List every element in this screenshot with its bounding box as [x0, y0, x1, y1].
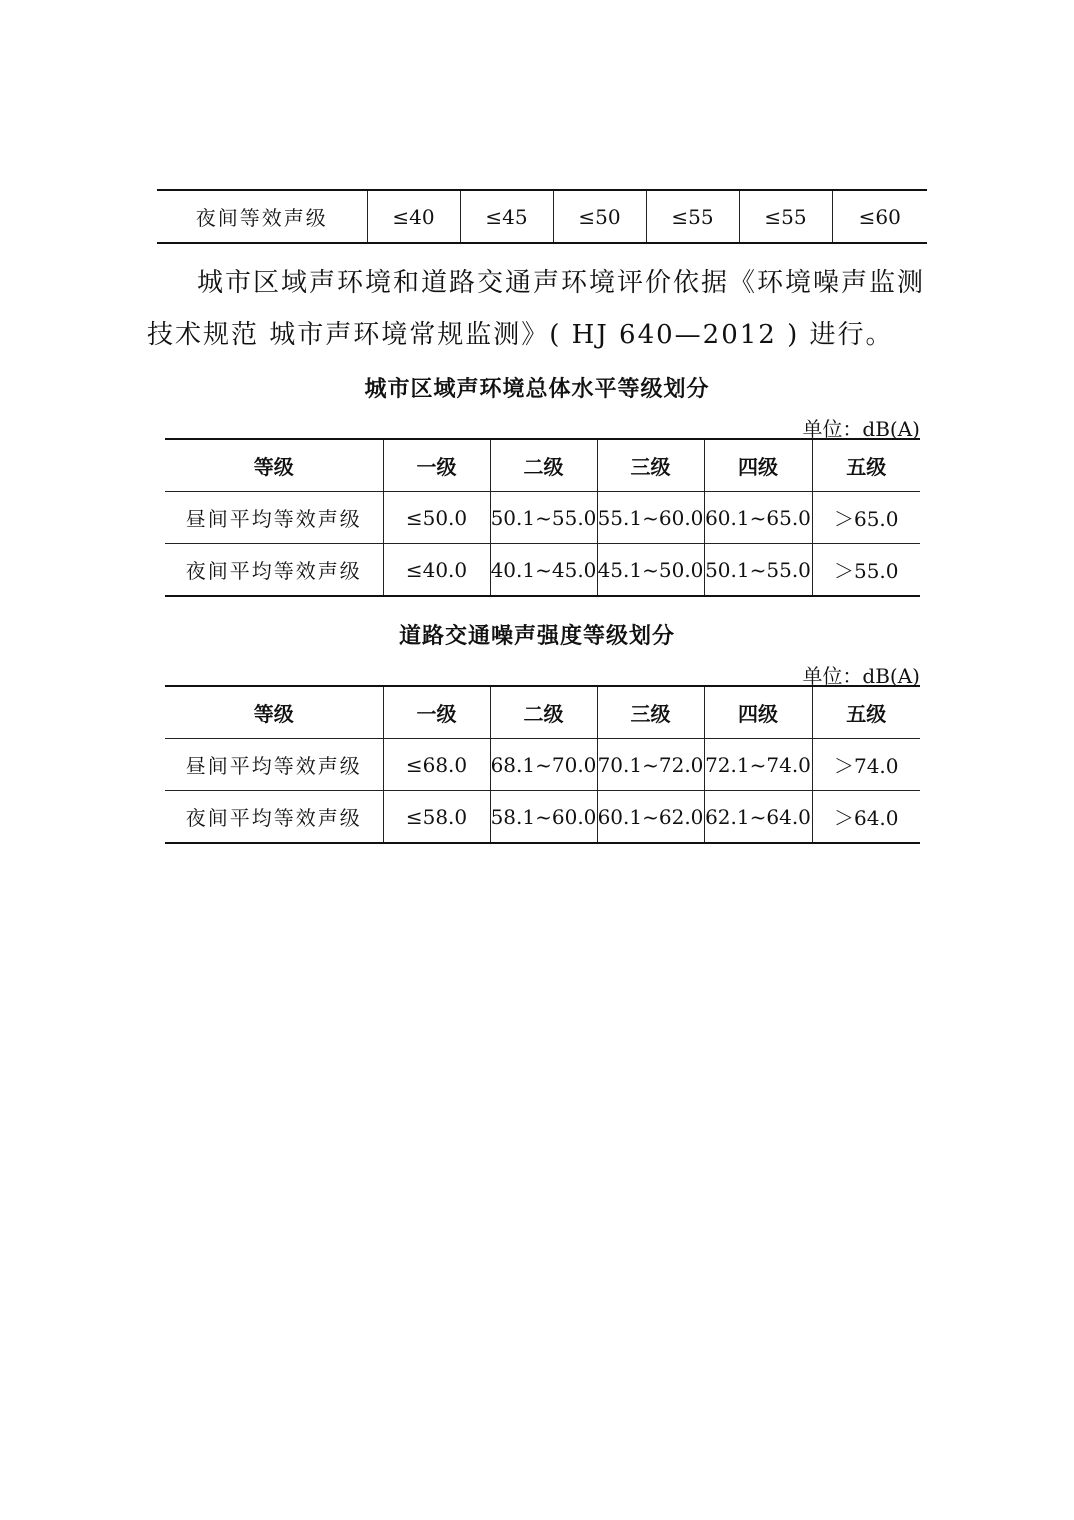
column-header: 等级 — [253, 455, 294, 479]
row-label: 夜间平均等效声级 — [165, 791, 383, 844]
table-cell: 70.1~72.0 — [597, 739, 704, 791]
table-cell: ≤50.0 — [383, 492, 490, 544]
table1-title: 城市区域声环境总体水平等级划分 — [364, 376, 710, 402]
table-cell: ＞65.0 — [812, 492, 920, 544]
column-header: 五级 — [812, 686, 920, 739]
column-header: 二级 — [490, 439, 597, 492]
table-cell: ＞74.0 — [812, 739, 920, 791]
table-cell: ≤50 — [553, 190, 646, 243]
table-cell: 40.1~45.0 — [490, 544, 597, 597]
column-header: 四级 — [704, 439, 812, 492]
table-cell: ≤60 — [832, 190, 927, 243]
road-traffic-noise-grade-table — [165, 685, 920, 844]
table-cell: 60.1~62.0 — [597, 791, 704, 844]
table-cell: ≤55 — [646, 190, 739, 243]
column-header: 三级 — [597, 686, 704, 739]
table-cell: 50.1~55.0 — [704, 544, 812, 597]
table-row — [165, 739, 920, 791]
table-cell: 62.1~64.0 — [704, 791, 812, 844]
table-cell: 55.1~60.0 — [597, 492, 704, 544]
table-header-row — [165, 686, 920, 739]
row-label: 昼间平均等效声级 — [165, 492, 383, 544]
table-cell: 58.1~60.0 — [490, 791, 597, 844]
column-header: 二级 — [490, 686, 597, 739]
table-cell: 60.1~65.0 — [704, 492, 812, 544]
row-label: 夜间等效声级 — [195, 206, 328, 230]
table-cell: 72.1~74.0 — [704, 739, 812, 791]
table-cell: 50.1~55.0 — [490, 492, 597, 544]
table-row — [165, 791, 920, 844]
urban-area-noise-grade-table — [165, 438, 920, 597]
row-label: 昼间平均等效声级 — [165, 739, 383, 791]
column-header: 等级 — [253, 702, 294, 726]
noise-standard-table-continued — [157, 189, 927, 244]
column-header: 五级 — [812, 439, 920, 492]
table2-unit: 单位：dB(A) — [802, 664, 920, 688]
table-row — [157, 190, 927, 243]
table1-unit: 单位：dB(A) — [802, 417, 920, 441]
table-cell: ≤40.0 — [383, 544, 490, 597]
paragraph-line: 城市区域声环境和道路交通声环境评价依据《环境噪声监测 — [197, 268, 926, 298]
table-cell: 45.1~50.0 — [597, 544, 704, 597]
paragraph-line: 技术规范 城市声环境常规监测》( HJ 640—2012 ) 进行。 — [147, 320, 894, 350]
column-header: 一级 — [383, 686, 490, 739]
column-header: 一级 — [383, 439, 490, 492]
table-row — [165, 544, 920, 597]
table-cell: ≤68.0 — [383, 739, 490, 791]
table2-title: 道路交通噪声强度等级划分 — [398, 623, 675, 649]
body-paragraph — [147, 257, 947, 361]
table-cell: ＞55.0 — [812, 544, 920, 597]
table-cell: 68.1~70.0 — [490, 739, 597, 791]
table-row — [165, 492, 920, 544]
table-cell: ≤58.0 — [383, 791, 490, 844]
table-cell: ≤55 — [739, 190, 832, 243]
table-header-row — [165, 439, 920, 492]
table-cell: ≤40 — [367, 190, 460, 243]
row-label: 夜间平均等效声级 — [165, 544, 383, 597]
column-header: 四级 — [704, 686, 812, 739]
table-cell: ＞64.0 — [812, 791, 920, 844]
column-header: 三级 — [597, 439, 704, 492]
table-cell: ≤45 — [460, 190, 553, 243]
